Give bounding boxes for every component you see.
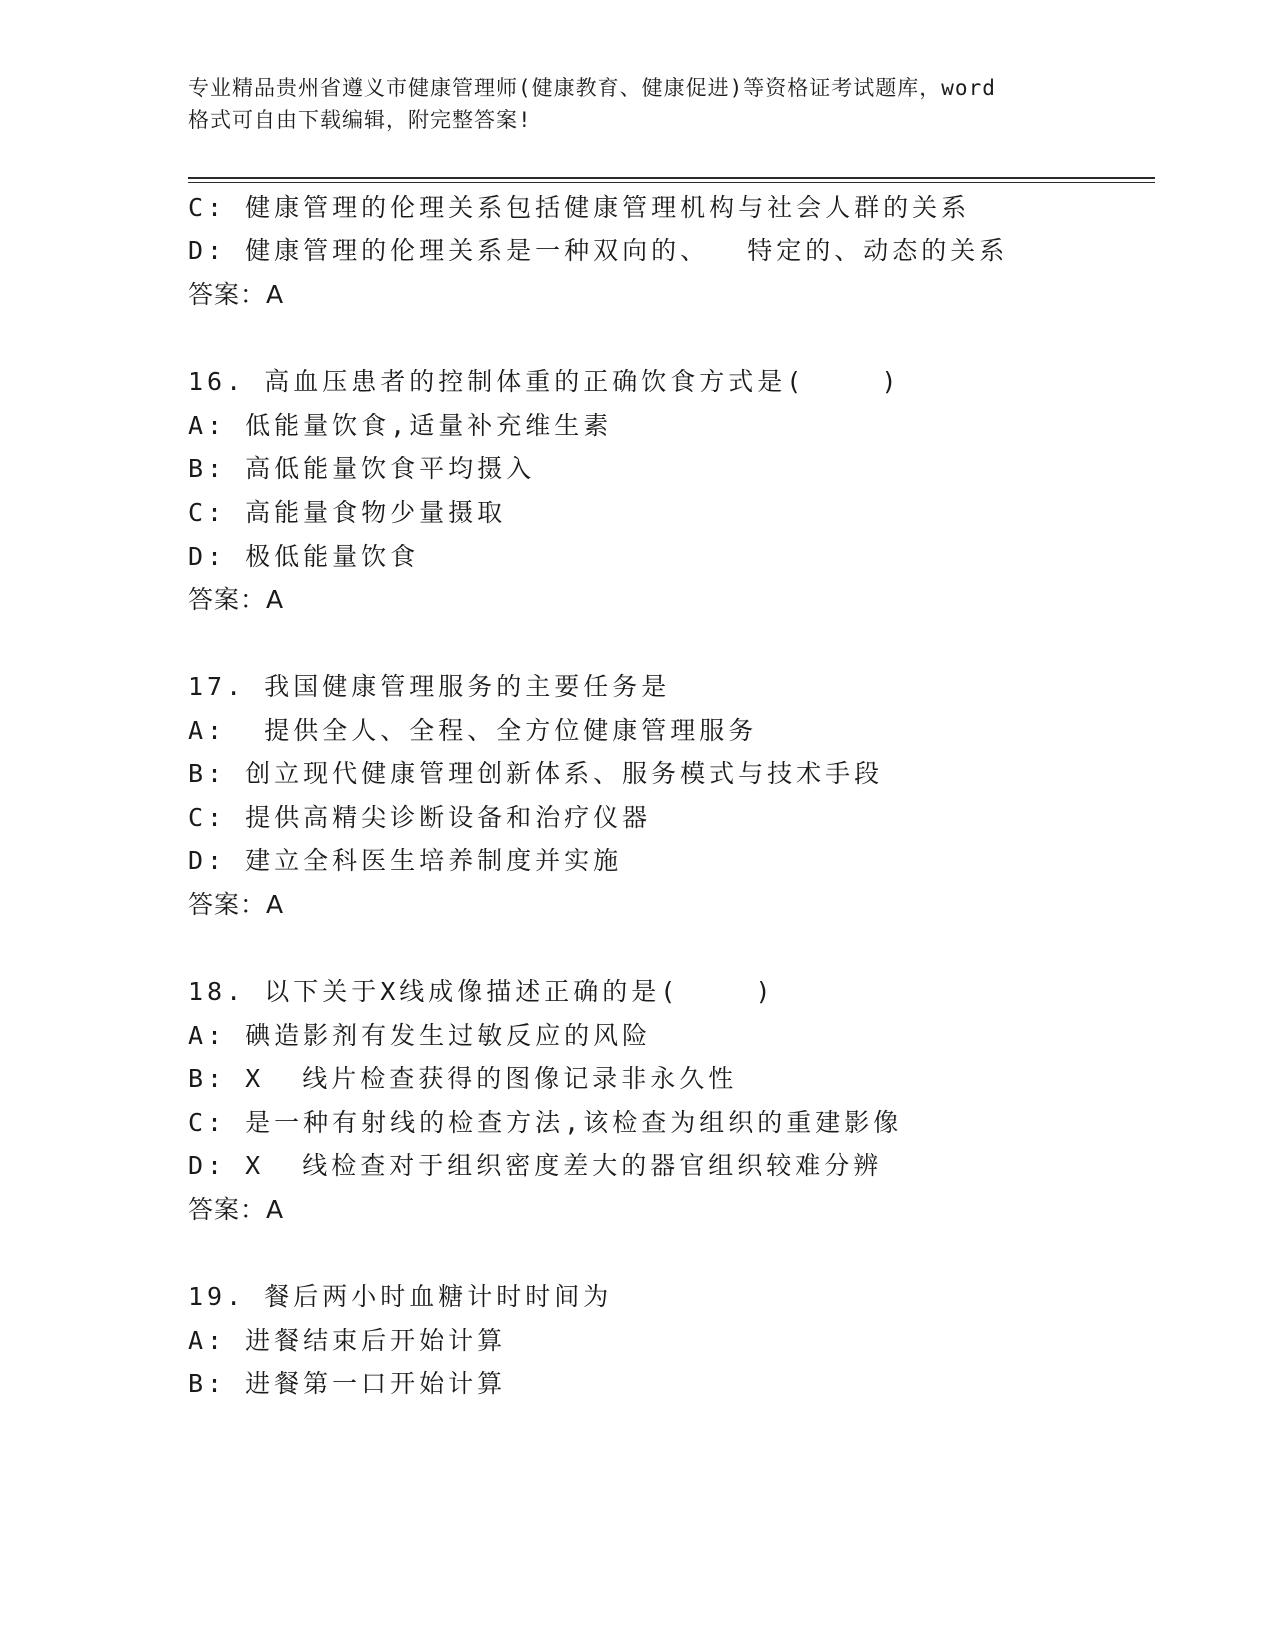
prev-option-d: D: 健康管理的伦理关系是一种双向的、 特定的、动态的关系	[188, 236, 1009, 265]
q17-option-c: C: 提供高精尖诊断设备和治疗仪器	[188, 803, 652, 832]
q17-question: 17. 我国健康管理服务的主要任务是	[188, 672, 671, 701]
q16-option-b: B: 高低能量饮食平均摄入	[188, 454, 536, 483]
header-line-1: 专业精品贵州省遵义市健康管理师(健康教育、健康促进)等资格证考试题库，word	[188, 76, 996, 100]
document-header	[188, 72, 1088, 136]
q17-option-d: D: 建立全科医生培养制度并实施	[188, 846, 623, 875]
q18-question: 18. 以下关于X线成像描述正确的是( )	[188, 977, 775, 1006]
q16-option-c: C: 高能量食物少量摄取	[188, 498, 507, 527]
q19-option-a: A: 进餐结束后开始计算	[188, 1326, 507, 1355]
q18-option-d: D: X 线检查对于组织密度差大的器官组织较难分辨	[188, 1151, 883, 1180]
q16-question: 16. 高血压患者的控制体重的正确饮食方式是( )	[188, 367, 901, 396]
q16-option-d: D: 极低能量饮食	[188, 542, 420, 571]
header-divider-thin	[188, 182, 1155, 183]
prev-option-c: C: 健康管理的伦理关系包括健康管理机构与社会人群的关系	[188, 193, 971, 222]
header-line-2: 格式可自由下载编辑，附完整答案!	[188, 108, 532, 132]
prev-answer: 答案：A	[188, 280, 285, 309]
q18-answer: 答案：A	[188, 1195, 285, 1224]
q18-option-c: C: 是一种有射线的检查方法,该检查为组织的重建影像	[188, 1108, 903, 1137]
q17-answer: 答案：A	[188, 890, 285, 919]
header-divider-thick	[188, 177, 1155, 179]
q16-answer: 答案：A	[188, 585, 285, 614]
q16-option-a: A: 低能量饮食,适量补充维生素	[188, 411, 613, 440]
q17-option-b: B: 创立现代健康管理创新体系、服务模式与技术手段	[188, 759, 884, 788]
q18-option-a: A: 碘造影剂有发生过敏反应的风险	[188, 1021, 652, 1050]
q19-question: 19. 餐后两小时血糖计时时间为	[188, 1282, 613, 1311]
q19-option-b: B: 进餐第一口开始计算	[188, 1369, 507, 1398]
q17-option-a: A: 提供全人、全程、全方位健康管理服务	[188, 716, 758, 745]
q18-option-b: B: X 线片检查获得的图像记录非永久性	[188, 1064, 738, 1093]
